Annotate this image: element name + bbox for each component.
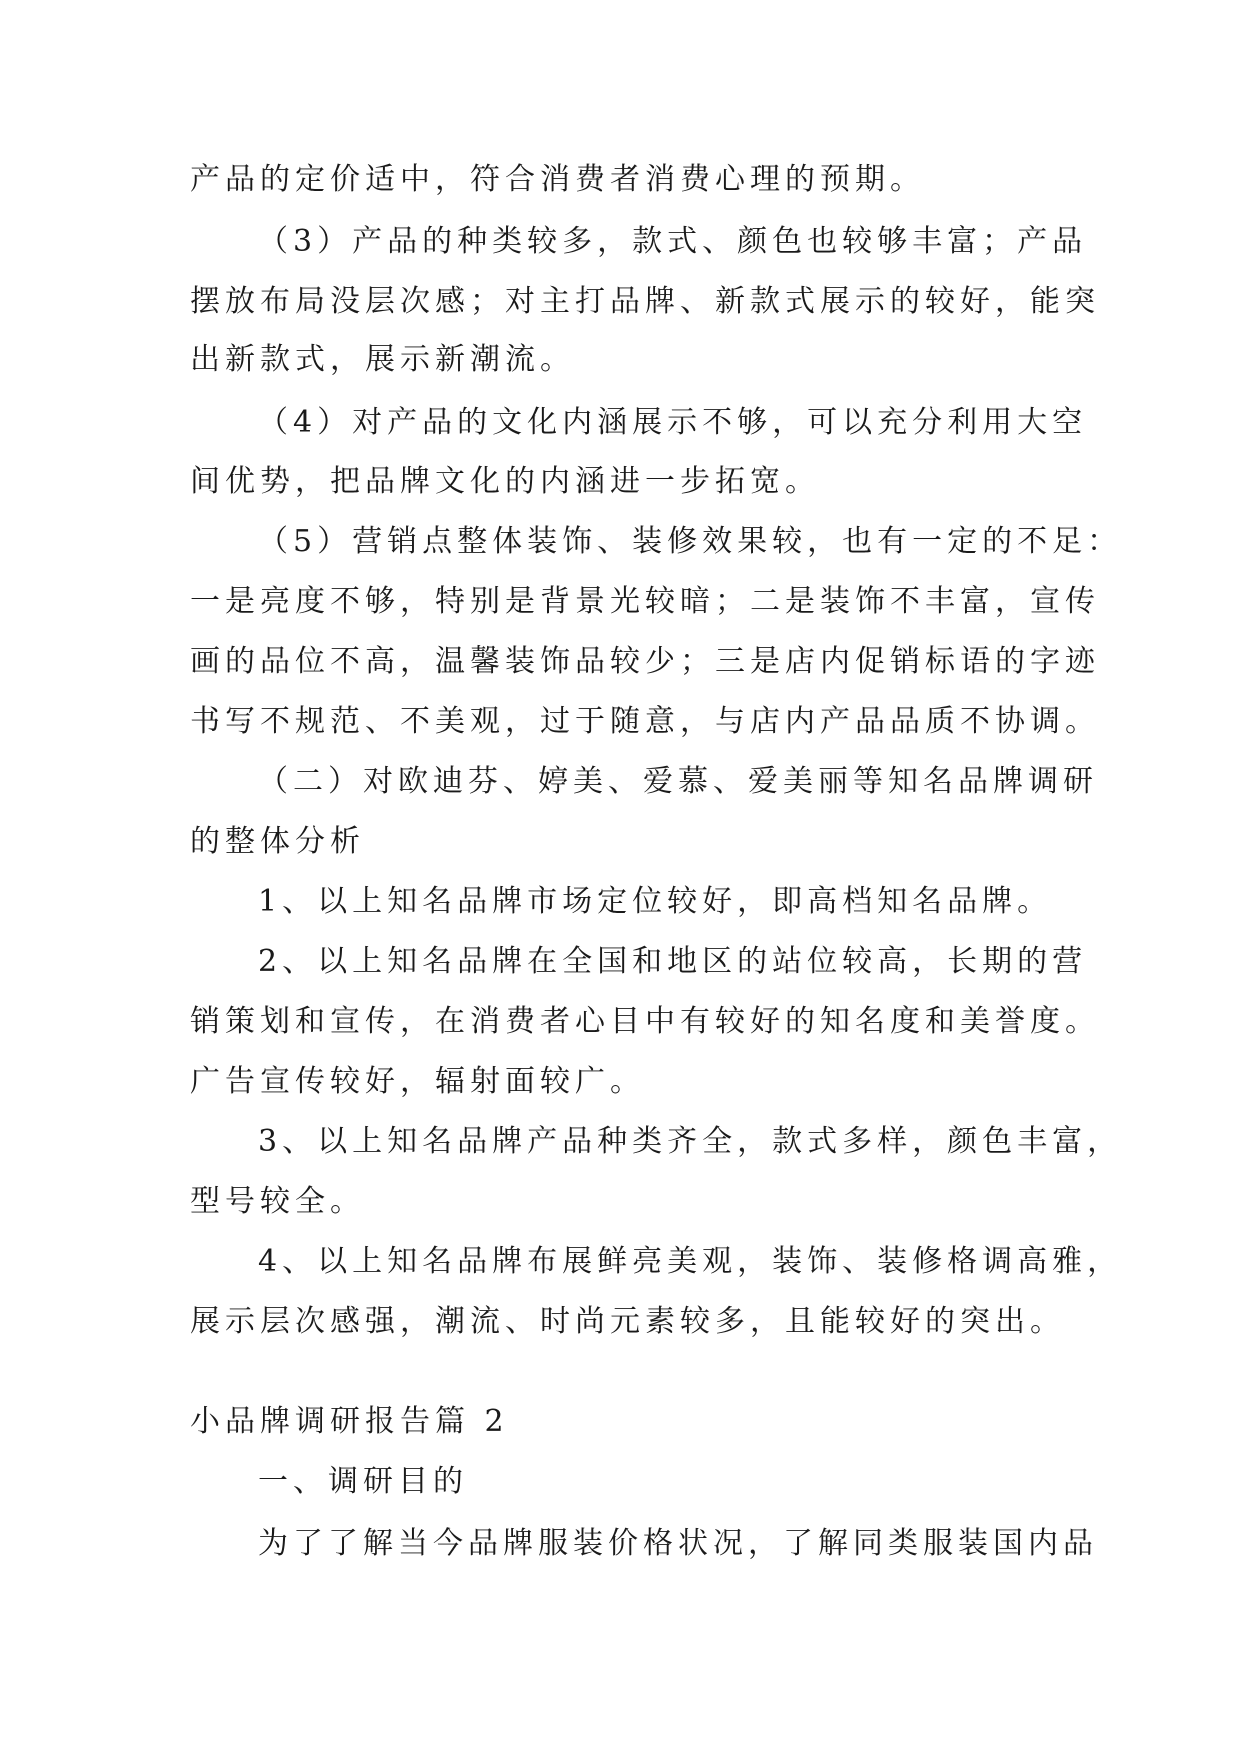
body-line: 1、以上知名品牌市场定位较好，即高档知名品牌。 bbox=[258, 884, 1053, 919]
body-line: （3）产品的种类较多，款式、颜色也较够丰富；产品 bbox=[258, 224, 1088, 259]
body-line: 一是亮度不够，特别是背景光较暗；二是装饰不丰富，宣传 bbox=[190, 584, 1100, 619]
body-line: 产品的定价适中，符合消费者消费心理的预期。 bbox=[190, 162, 925, 197]
body-line: 出新款式，展示新潮流。 bbox=[190, 342, 575, 377]
body-line: 画的品位不高，温馨装饰品较少；三是店内促销标语的字迹 bbox=[190, 644, 1100, 679]
body-line: 4、以上知名品牌布展鲜亮美观，装饰、装修格调高雅， bbox=[258, 1244, 1123, 1279]
report-title: 小品牌调研报告篇 2 bbox=[190, 1404, 509, 1439]
body-line: 销策划和宣传，在消费者心目中有较好的知名度和美誉度。 bbox=[190, 1004, 1100, 1039]
body-line: （4）对产品的文化内涵展示不够，可以充分利用大空 bbox=[258, 405, 1088, 440]
body-line: 广告宣传较好，辐射面较广。 bbox=[190, 1064, 645, 1099]
body-line: （5）营销点整体装饰、装修效果较，也有一定的不足： bbox=[258, 524, 1123, 559]
section-heading: （二）对欧迪芬、婷美、爱慕、爱美丽等知名品牌调研 bbox=[258, 764, 1098, 799]
section-heading: 的整体分析 bbox=[190, 824, 365, 859]
body-line: 书写不规范、不美观，过于随意，与店内产品品质不协调。 bbox=[190, 704, 1100, 739]
body-line: 摆放布局没层次感；对主打品牌、新款式展示的较好，能突 bbox=[190, 284, 1100, 319]
body-line: 展示层次感强，潮流、时尚元素较多，且能较好的突出。 bbox=[190, 1304, 1065, 1339]
body-line: 间优势，把品牌文化的内涵进一步拓宽。 bbox=[190, 464, 820, 499]
body-line: 为了了解当今品牌服装价格状况，了解同类服装国内品 bbox=[258, 1526, 1098, 1561]
section-heading: 一、调研目的 bbox=[258, 1464, 468, 1499]
body-line: 型号较全。 bbox=[190, 1184, 365, 1219]
body-line: 2、以上知名品牌在全国和地区的站位较高，长期的营 bbox=[258, 944, 1088, 979]
body-line: 3、以上知名品牌产品种类齐全，款式多样，颜色丰富， bbox=[258, 1124, 1123, 1159]
